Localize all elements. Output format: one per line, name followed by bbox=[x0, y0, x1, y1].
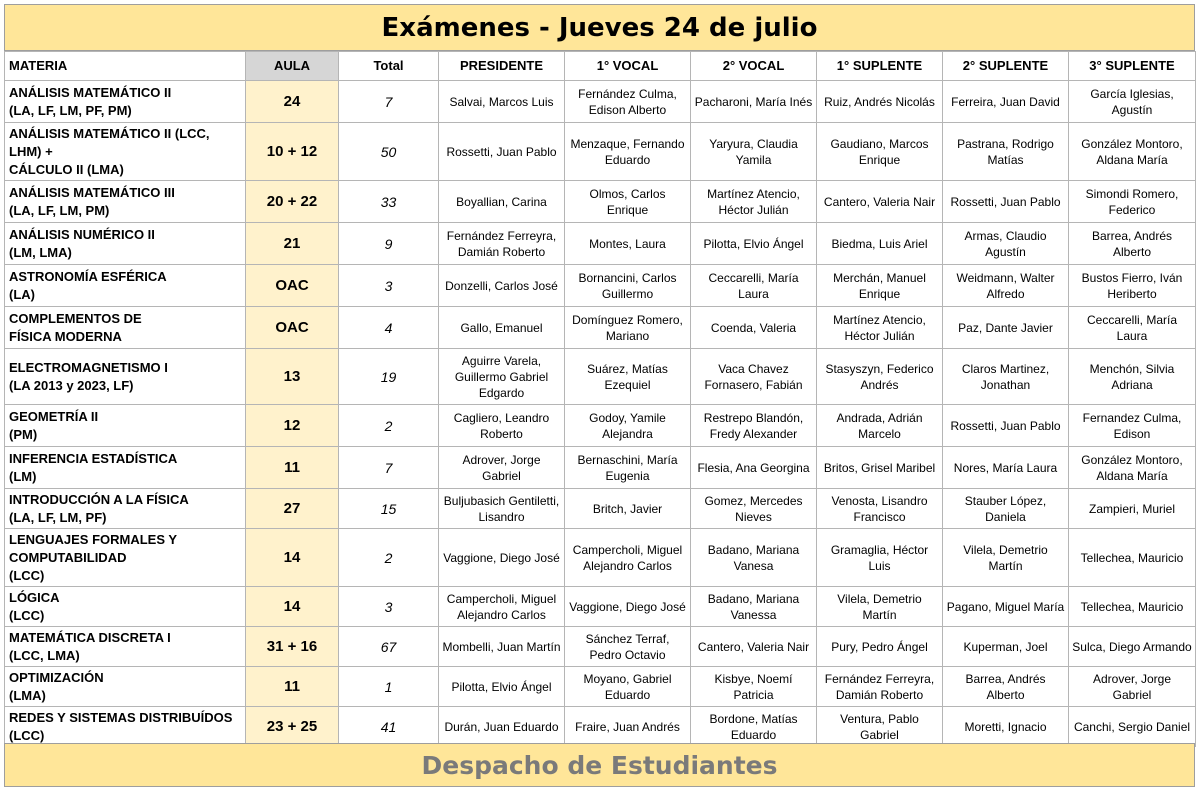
suplente-2-cell: Rossetti, Juan Pablo bbox=[943, 405, 1069, 447]
suplente-3-cell: Sulca, Diego Armando bbox=[1069, 627, 1196, 667]
footer-banner: Despacho de Estudiantes bbox=[4, 743, 1195, 787]
materia-cell: ANÁLISIS MATEMÁTICO III (LA, LF, LM, PM) bbox=[5, 181, 246, 223]
vocal-2-cell: Bordone, Matías Eduardo bbox=[691, 707, 817, 747]
aula-cell: 20 + 22 bbox=[246, 181, 339, 223]
suplente-1-cell: Ruiz, Andrés Nicolás bbox=[817, 81, 943, 123]
vocal-2-cell: Martínez Atencio, Héctor Julián bbox=[691, 181, 817, 223]
vocal-2-cell: Pilotta, Elvio Ángel bbox=[691, 223, 817, 265]
total-cell: 3 bbox=[339, 587, 439, 627]
aula-cell: OAC bbox=[246, 307, 339, 349]
table-row bbox=[5, 489, 1196, 529]
aula-cell: 31 + 16 bbox=[246, 627, 339, 667]
aula-cell: 14 bbox=[246, 529, 339, 587]
suplente-1-cell: Biedma, Luis Ariel bbox=[817, 223, 943, 265]
table-row bbox=[5, 447, 1196, 489]
suplente-1-cell: Martínez Atencio, Héctor Julián bbox=[817, 307, 943, 349]
suplente-1-cell: Fernández Ferreyra, Damián Roberto bbox=[817, 667, 943, 707]
materia-cell: ELECTROMAGNETISMO I (LA 2013 y 2023, LF) bbox=[5, 349, 246, 405]
suplente-3-cell: Canchi, Sergio Daniel bbox=[1069, 707, 1196, 747]
aula-cell: 11 bbox=[246, 447, 339, 489]
suplente-3-cell: Simondi Romero, Federico bbox=[1069, 181, 1196, 223]
presidente-cell: Adrover, Jorge Gabriel bbox=[439, 447, 565, 489]
suplente-3-cell: Adrover, Jorge Gabriel bbox=[1069, 667, 1196, 707]
suplente-3-cell: Fernandez Culma, Edison bbox=[1069, 405, 1196, 447]
presidente-cell: Donzelli, Carlos José bbox=[439, 265, 565, 307]
total-cell: 9 bbox=[339, 223, 439, 265]
total-cell: 19 bbox=[339, 349, 439, 405]
materia-cell: INFERENCIA ESTADÍSTICA (LM) bbox=[5, 447, 246, 489]
table-row bbox=[5, 529, 1196, 587]
vocal-2-cell: Badano, Mariana Vanessa bbox=[691, 587, 817, 627]
suplente-2-cell: Paz, Dante Javier bbox=[943, 307, 1069, 349]
suplente-2-cell: Vilela, Demetrio Martín bbox=[943, 529, 1069, 587]
presidente-cell: Pilotta, Elvio Ángel bbox=[439, 667, 565, 707]
exam-rows bbox=[5, 81, 1196, 747]
total-cell: 41 bbox=[339, 707, 439, 747]
aula-cell: 10 + 12 bbox=[246, 123, 339, 181]
materia-cell: COMPLEMENTOS DE FÍSICA MODERNA bbox=[5, 307, 246, 349]
vocal-1-cell: Suárez, Matías Ezequiel bbox=[565, 349, 691, 405]
suplente-2-cell: Claros Martinez, Jonathan bbox=[943, 349, 1069, 405]
suplente-1-cell: Gramaglia, Héctor Luis bbox=[817, 529, 943, 587]
header-total: Total bbox=[339, 52, 439, 81]
vocal-1-cell: Bornancini, Carlos Guillermo bbox=[565, 265, 691, 307]
presidente-cell: Aguirre Varela, Guillermo Gabriel Edgardo bbox=[439, 349, 565, 405]
vocal-2-cell: Kisbye, Noemí Patricia bbox=[691, 667, 817, 707]
materia-cell: MATEMÁTICA DISCRETA I (LCC, LMA) bbox=[5, 627, 246, 667]
total-cell: 2 bbox=[339, 529, 439, 587]
vocal-2-cell: Yaryura, Claudia Yamila bbox=[691, 123, 817, 181]
presidente-cell: Durán, Juan Eduardo bbox=[439, 707, 565, 747]
total-cell: 7 bbox=[339, 447, 439, 489]
vocal-1-cell: Fraire, Juan Andrés bbox=[565, 707, 691, 747]
table-row bbox=[5, 587, 1196, 627]
vocal-1-cell: Moyano, Gabriel Eduardo bbox=[565, 667, 691, 707]
table-row bbox=[5, 123, 1196, 181]
materia-cell: ANÁLISIS MATEMÁTICO II (LA, LF, LM, PF, PM) bbox=[5, 81, 246, 123]
suplente-3-cell: González Montoro, Aldana María bbox=[1069, 447, 1196, 489]
vocal-2-cell: Flesia, Ana Georgina bbox=[691, 447, 817, 489]
table-row bbox=[5, 223, 1196, 265]
suplente-2-cell: Pastrana, Rodrigo Matías bbox=[943, 123, 1069, 181]
materia-cell: ASTRONOMÍA ESFÉRICA (LA) bbox=[5, 265, 246, 307]
presidente-cell: Buljubasich Gentiletti, Lisandro bbox=[439, 489, 565, 529]
suplente-3-cell: García Iglesias, Agustín bbox=[1069, 81, 1196, 123]
vocal-1-cell: Montes, Laura bbox=[565, 223, 691, 265]
vocal-2-cell: Coenda, Valeria bbox=[691, 307, 817, 349]
presidente-cell: Rossetti, Juan Pablo bbox=[439, 123, 565, 181]
vocal-2-cell: Gomez, Mercedes Nieves bbox=[691, 489, 817, 529]
table-row bbox=[5, 81, 1196, 123]
vocal-1-cell: Sánchez Terraf, Pedro Octavio bbox=[565, 627, 691, 667]
aula-cell: 12 bbox=[246, 405, 339, 447]
aula-cell: 11 bbox=[246, 667, 339, 707]
total-cell: 4 bbox=[339, 307, 439, 349]
materia-cell: INTRODUCCIÓN A LA FÍSICA (LA, LF, LM, PF) bbox=[5, 489, 246, 529]
materia-cell: REDES Y SISTEMAS DISTRIBUÍDOS (LCC) bbox=[5, 707, 246, 747]
total-cell: 15 bbox=[339, 489, 439, 529]
suplente-3-cell: Bustos Fierro, Iván Heriberto bbox=[1069, 265, 1196, 307]
vocal-1-cell: Olmos, Carlos Enrique bbox=[565, 181, 691, 223]
presidente-cell: Campercholi, Miguel Alejandro Carlos bbox=[439, 587, 565, 627]
materia-cell: ANÁLISIS NUMÉRICO II (LM, LMA) bbox=[5, 223, 246, 265]
suplente-3-cell: González Montoro, Aldana María bbox=[1069, 123, 1196, 181]
exam-schedule-sheet bbox=[4, 4, 1195, 787]
presidente-cell: Fernández Ferreyra, Damián Roberto bbox=[439, 223, 565, 265]
suplente-1-cell: Pury, Pedro Ángel bbox=[817, 627, 943, 667]
suplente-2-cell: Rossetti, Juan Pablo bbox=[943, 181, 1069, 223]
suplente-1-cell: Merchán, Manuel Enrique bbox=[817, 265, 943, 307]
presidente-cell: Vaggione, Diego José bbox=[439, 529, 565, 587]
suplente-2-cell: Nores, María Laura bbox=[943, 447, 1069, 489]
materia-cell: OPTIMIZACIÓN (LMA) bbox=[5, 667, 246, 707]
suplente-3-cell: Barrea, Andrés Alberto bbox=[1069, 223, 1196, 265]
table-row bbox=[5, 349, 1196, 405]
suplente-2-cell: Barrea, Andrés Alberto bbox=[943, 667, 1069, 707]
vocal-2-cell: Vaca Chavez Fornasero, Fabián bbox=[691, 349, 817, 405]
header-vocal-1: 1° VOCAL bbox=[565, 52, 691, 81]
suplente-1-cell: Andrada, Adrián Marcelo bbox=[817, 405, 943, 447]
aula-cell: 21 bbox=[246, 223, 339, 265]
header-suplente-2: 2° SUPLENTE bbox=[943, 52, 1069, 81]
header-aula: AULA bbox=[246, 52, 339, 81]
vocal-2-cell: Pacharoni, María Inés bbox=[691, 81, 817, 123]
total-cell: 1 bbox=[339, 667, 439, 707]
vocal-1-cell: Fernández Culma, Edison Alberto bbox=[565, 81, 691, 123]
suplente-3-cell: Menchón, Silvia Adriana bbox=[1069, 349, 1196, 405]
vocal-1-cell: Domínguez Romero, Mariano bbox=[565, 307, 691, 349]
total-cell: 50 bbox=[339, 123, 439, 181]
total-cell: 2 bbox=[339, 405, 439, 447]
header-vocal-2: 2° VOCAL bbox=[691, 52, 817, 81]
total-cell: 33 bbox=[339, 181, 439, 223]
header-presidente: PRESIDENTE bbox=[439, 52, 565, 81]
suplente-3-cell: Ceccarelli, María Laura bbox=[1069, 307, 1196, 349]
suplente-1-cell: Ventura, Pablo Gabriel bbox=[817, 707, 943, 747]
presidente-cell: Boyallian, Carina bbox=[439, 181, 565, 223]
vocal-2-cell: Ceccarelli, María Laura bbox=[691, 265, 817, 307]
table-row bbox=[5, 667, 1196, 707]
suplente-2-cell: Moretti, Ignacio bbox=[943, 707, 1069, 747]
suplente-1-cell: Venosta, Lisandro Francisco bbox=[817, 489, 943, 529]
aula-cell: 24 bbox=[246, 81, 339, 123]
materia-cell: GEOMETRÍA II (PM) bbox=[5, 405, 246, 447]
presidente-cell: Gallo, Emanuel bbox=[439, 307, 565, 349]
header-materia: MATERIA bbox=[5, 52, 246, 81]
header-row bbox=[5, 52, 1196, 81]
vocal-1-cell: Vaggione, Diego José bbox=[565, 587, 691, 627]
table-row bbox=[5, 707, 1196, 747]
presidente-cell: Salvai, Marcos Luis bbox=[439, 81, 565, 123]
header-suplente-3: 3° SUPLENTE bbox=[1069, 52, 1196, 81]
page-title: Exámenes - Jueves 24 de julio bbox=[4, 4, 1195, 51]
vocal-2-cell: Badano, Mariana Vanesa bbox=[691, 529, 817, 587]
suplente-2-cell: Kuperman, Joel bbox=[943, 627, 1069, 667]
presidente-cell: Cagliero, Leandro Roberto bbox=[439, 405, 565, 447]
total-cell: 7 bbox=[339, 81, 439, 123]
table-row bbox=[5, 181, 1196, 223]
table-row bbox=[5, 627, 1196, 667]
exam-table bbox=[4, 51, 1196, 747]
vocal-1-cell: Godoy, Yamile Alejandra bbox=[565, 405, 691, 447]
suplente-1-cell: Britos, Grisel Maribel bbox=[817, 447, 943, 489]
aula-cell: OAC bbox=[246, 265, 339, 307]
aula-cell: 13 bbox=[246, 349, 339, 405]
total-cell: 3 bbox=[339, 265, 439, 307]
suplente-1-cell: Cantero, Valeria Nair bbox=[817, 181, 943, 223]
suplente-3-cell: Tellechea, Mauricio bbox=[1069, 529, 1196, 587]
vocal-2-cell: Restrepo Blandón, Fredy Alexander bbox=[691, 405, 817, 447]
table-row bbox=[5, 307, 1196, 349]
vocal-1-cell: Britch, Javier bbox=[565, 489, 691, 529]
suplente-2-cell: Pagano, Miguel María bbox=[943, 587, 1069, 627]
suplente-2-cell: Weidmann, Walter Alfredo bbox=[943, 265, 1069, 307]
materia-cell: ANÁLISIS MATEMÁTICO II (LCC, LHM) + CÁLCULO II (LMA) bbox=[5, 123, 246, 181]
header-suplente-1: 1° SUPLENTE bbox=[817, 52, 943, 81]
suplente-1-cell: Vilela, Demetrio Martín bbox=[817, 587, 943, 627]
vocal-1-cell: Campercholi, Miguel Alejandro Carlos bbox=[565, 529, 691, 587]
suplente-2-cell: Ferreira, Juan David bbox=[943, 81, 1069, 123]
suplente-2-cell: Armas, Claudio Agustín bbox=[943, 223, 1069, 265]
vocal-1-cell: Bernaschini, María Eugenia bbox=[565, 447, 691, 489]
vocal-1-cell: Menzaque, Fernando Eduardo bbox=[565, 123, 691, 181]
total-cell: 67 bbox=[339, 627, 439, 667]
suplente-3-cell: Tellechea, Mauricio bbox=[1069, 587, 1196, 627]
materia-cell: LENGUAJES FORMALES Y COMPUTABILIDAD (LCC) bbox=[5, 529, 246, 587]
suplente-3-cell: Zampieri, Muriel bbox=[1069, 489, 1196, 529]
aula-cell: 27 bbox=[246, 489, 339, 529]
suplente-1-cell: Gaudiano, Marcos Enrique bbox=[817, 123, 943, 181]
table-row bbox=[5, 265, 1196, 307]
presidente-cell: Mombelli, Juan Martín bbox=[439, 627, 565, 667]
suplente-2-cell: Stauber López, Daniela bbox=[943, 489, 1069, 529]
aula-cell: 14 bbox=[246, 587, 339, 627]
aula-cell: 23 + 25 bbox=[246, 707, 339, 747]
materia-cell: LÓGICA (LCC) bbox=[5, 587, 246, 627]
suplente-1-cell: Stasyszyn, Federico Andrés bbox=[817, 349, 943, 405]
vocal-2-cell: Cantero, Valeria Nair bbox=[691, 627, 817, 667]
table-row bbox=[5, 405, 1196, 447]
